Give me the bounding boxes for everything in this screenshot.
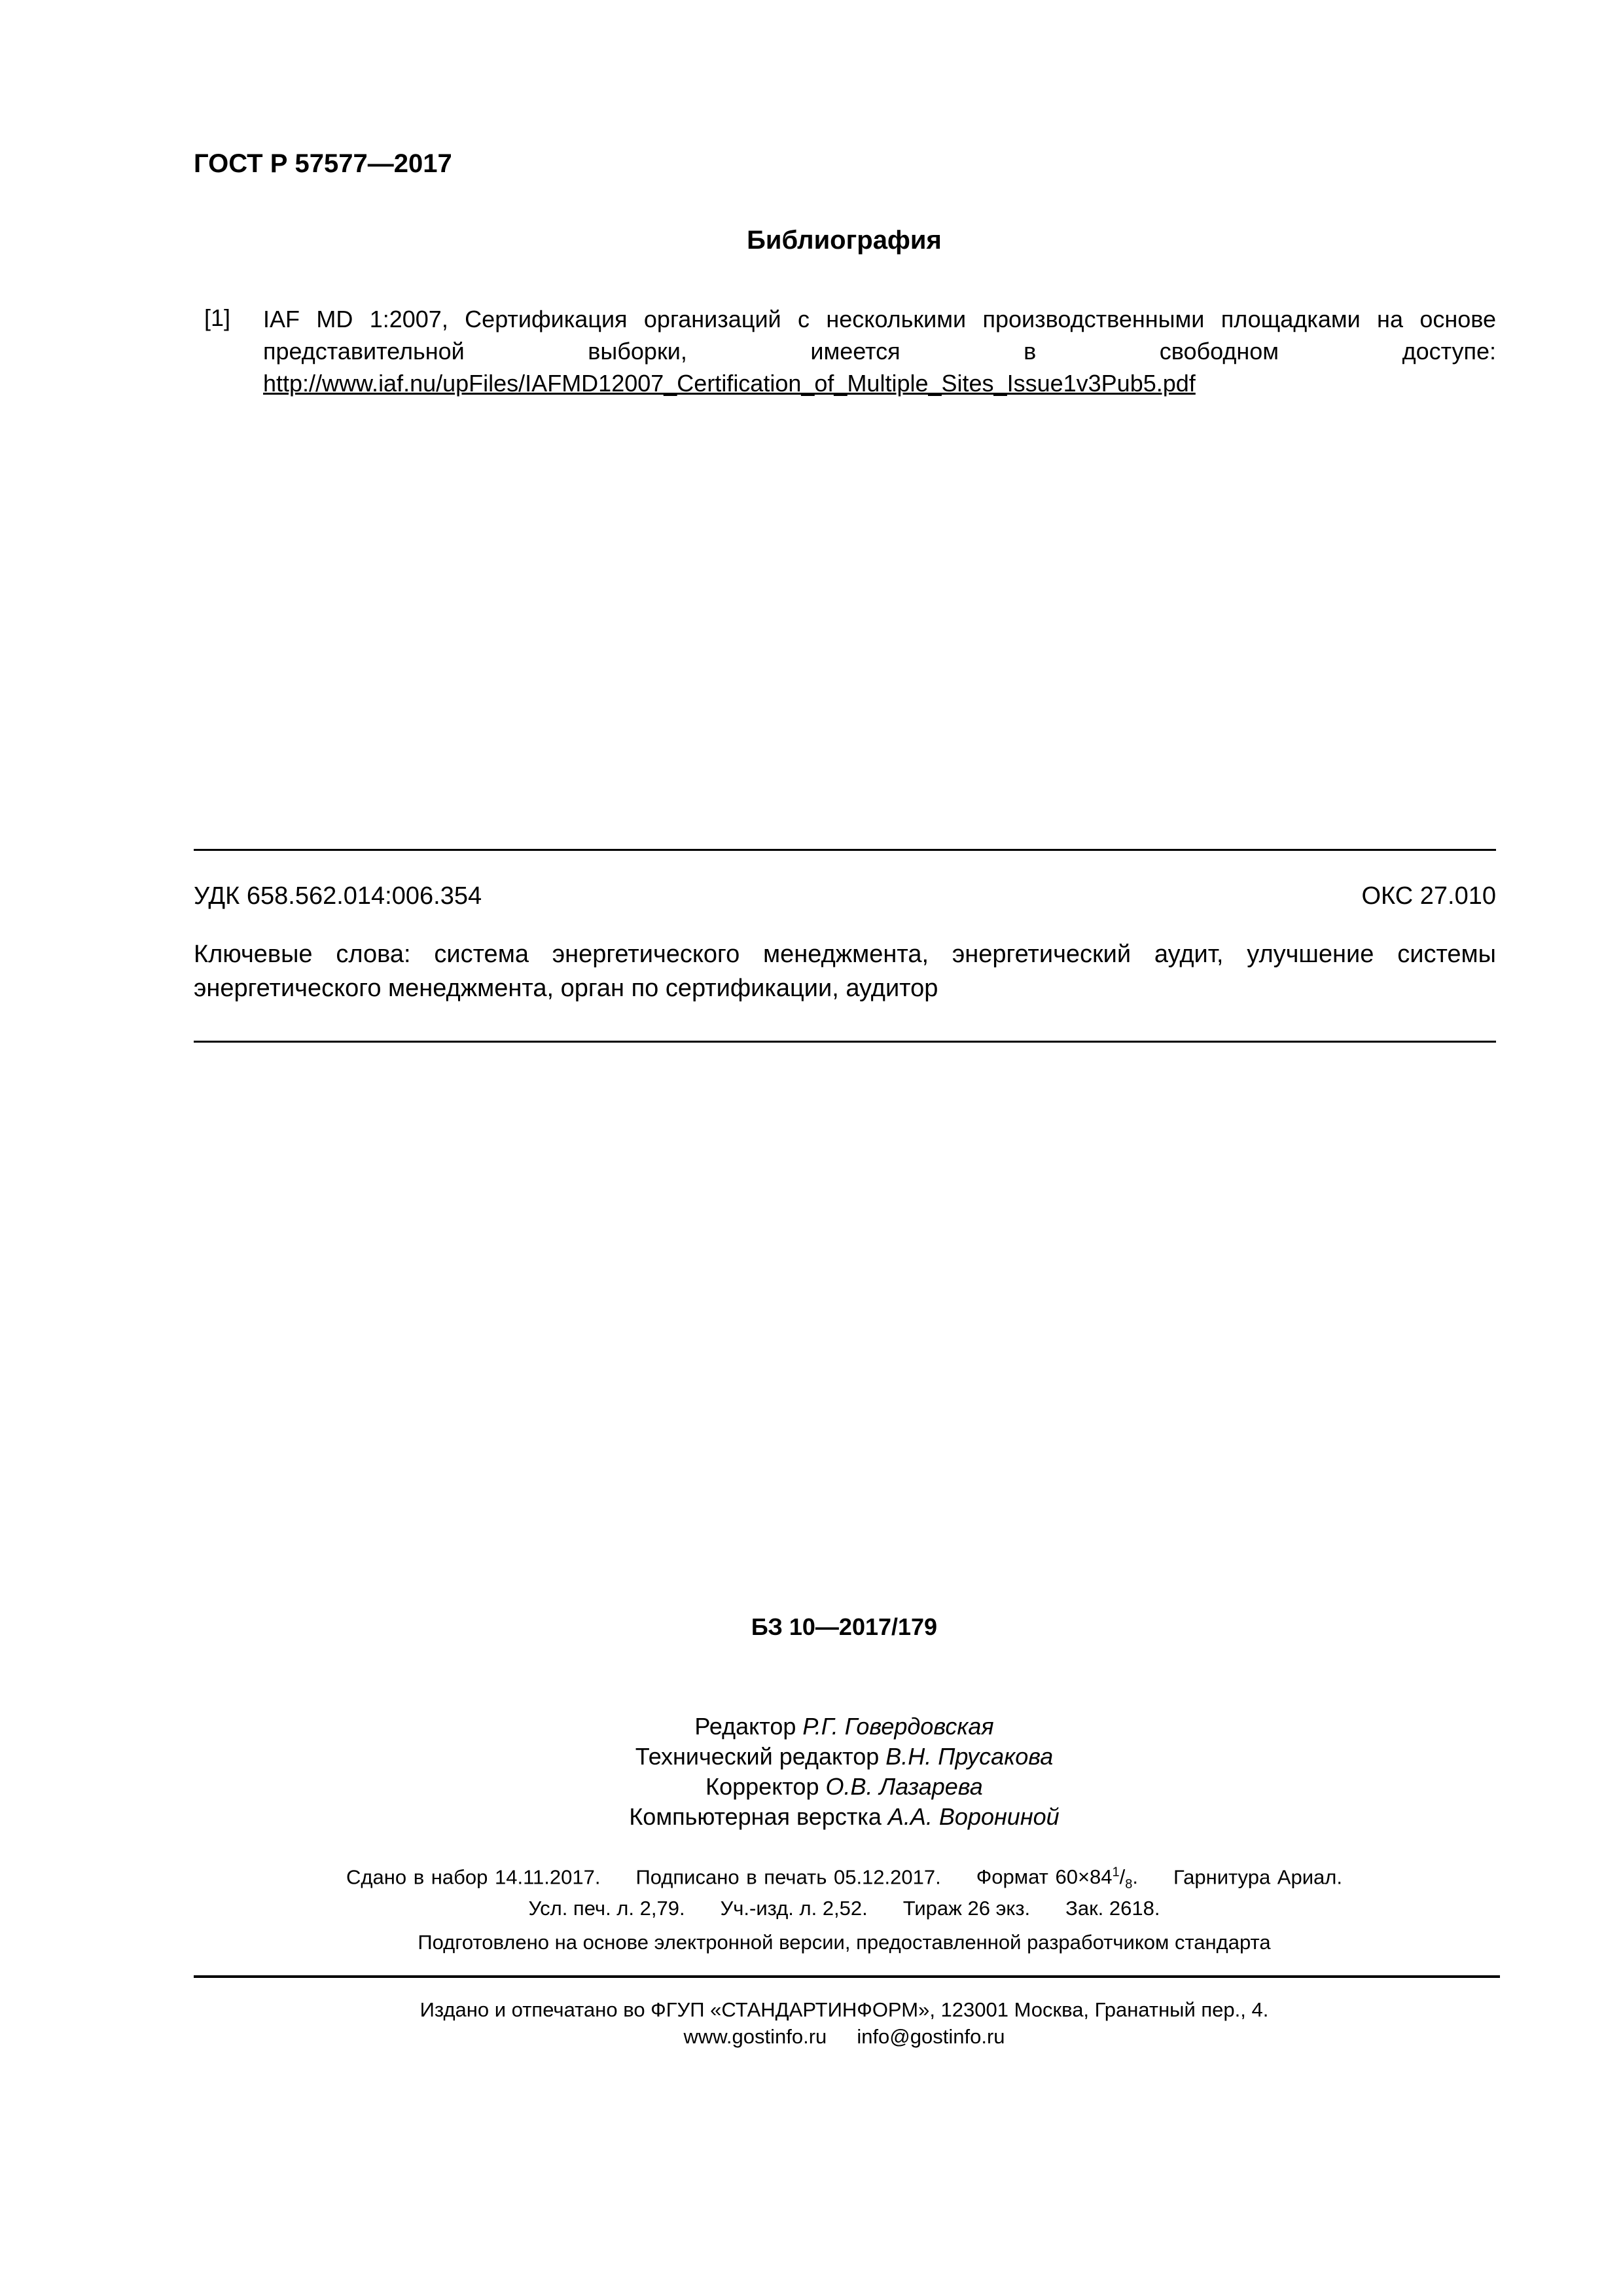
website-link[interactable]: www.gostinfo.ru: [683, 2025, 827, 2048]
bz-number: БЗ 10—2017/179: [751, 1613, 938, 1640]
credit-role: Компьютерная верстка: [629, 1803, 888, 1830]
print-run: Тираж 26 экз.: [902, 1897, 1031, 1920]
print-sheets: Усл. печ. л. 2,79.: [528, 1897, 685, 1920]
email-link[interactable]: info@gostinfo.ru: [857, 2025, 1005, 2048]
divider-bottom: [194, 1975, 1500, 1978]
credit-role: Технический редактор: [635, 1743, 886, 1770]
credit-role: Корректор: [705, 1773, 826, 1800]
reference-link[interactable]: http://www.iaf.nu/upFiles/IAFMD12007_Certification_of_Multiple_Sites_Issue1v3Pub5.pdf: [263, 370, 1196, 397]
publ-sheets: Уч.-изд. л. 2,52.: [720, 1897, 868, 1920]
credit-editor: [0, 1712, 1623, 1742]
credit-tech-editor: [0, 1742, 1623, 1772]
prepared-note: Подготовлено на основе электронной версии, предоставленной разработчиком стандарта: [418, 1931, 1271, 1954]
credit-name: О.В. Лазарева: [825, 1773, 983, 1800]
oks-code: ОКС 27.010: [1361, 882, 1496, 910]
udk-code: УДК 658.562.014:006.354: [194, 882, 482, 910]
divider-top: [194, 849, 1496, 851]
print-details-line-2: [0, 1897, 1623, 1920]
credit-name: Р.Г. Говердовская: [802, 1713, 994, 1740]
divider-middle: [194, 1041, 1496, 1043]
credit-proofreader: [0, 1772, 1623, 1802]
keywords: Ключевые слова: система энергетического менеджмента, энергетический аудит, улучшение системы энергетического менеджмента, орган по сертификации, аудитор: [194, 941, 1496, 1002]
credit-name: В.Н. Прусакова: [885, 1743, 1054, 1770]
credits-block: [0, 1712, 1623, 1832]
standard-code: ГОСТ Р 57577—2017: [194, 149, 452, 178]
print-details-line-1: [0, 1865, 1623, 1893]
format: Формат $60\times 84^1/_8$.: [976, 1865, 1139, 1892]
bibliography-title: Библиография: [747, 226, 942, 255]
typeface: Гарнитура Ариал.: [1173, 1865, 1342, 1889]
reference-description: IAF MD 1:2007, Сертификация организаций с несколькими производственными площадками на основе представительной выборки, имеется в свободном доступе:: [263, 306, 1496, 365]
publisher-contacts: [0, 2025, 1623, 2049]
reference-number: [1]: [204, 304, 231, 331]
sent-date: Сдано в набор 14.11.2017.: [346, 1865, 601, 1889]
reference-text: [263, 303, 1496, 399]
order-number: Зак. 2618.: [1065, 1897, 1160, 1920]
credit-layout: [0, 1802, 1623, 1832]
publisher-info: Издано и отпечатано во ФГУП «СТАНДАРТИНФОРМ», 123001 Москва, Гранатный пер., 4.: [419, 1998, 1269, 2021]
credit-name: А.А. Ворониной: [887, 1803, 1060, 1830]
signed-date: Подписано в печать 05.12.2017.: [635, 1865, 941, 1889]
credit-role: Редактор: [694, 1713, 803, 1740]
